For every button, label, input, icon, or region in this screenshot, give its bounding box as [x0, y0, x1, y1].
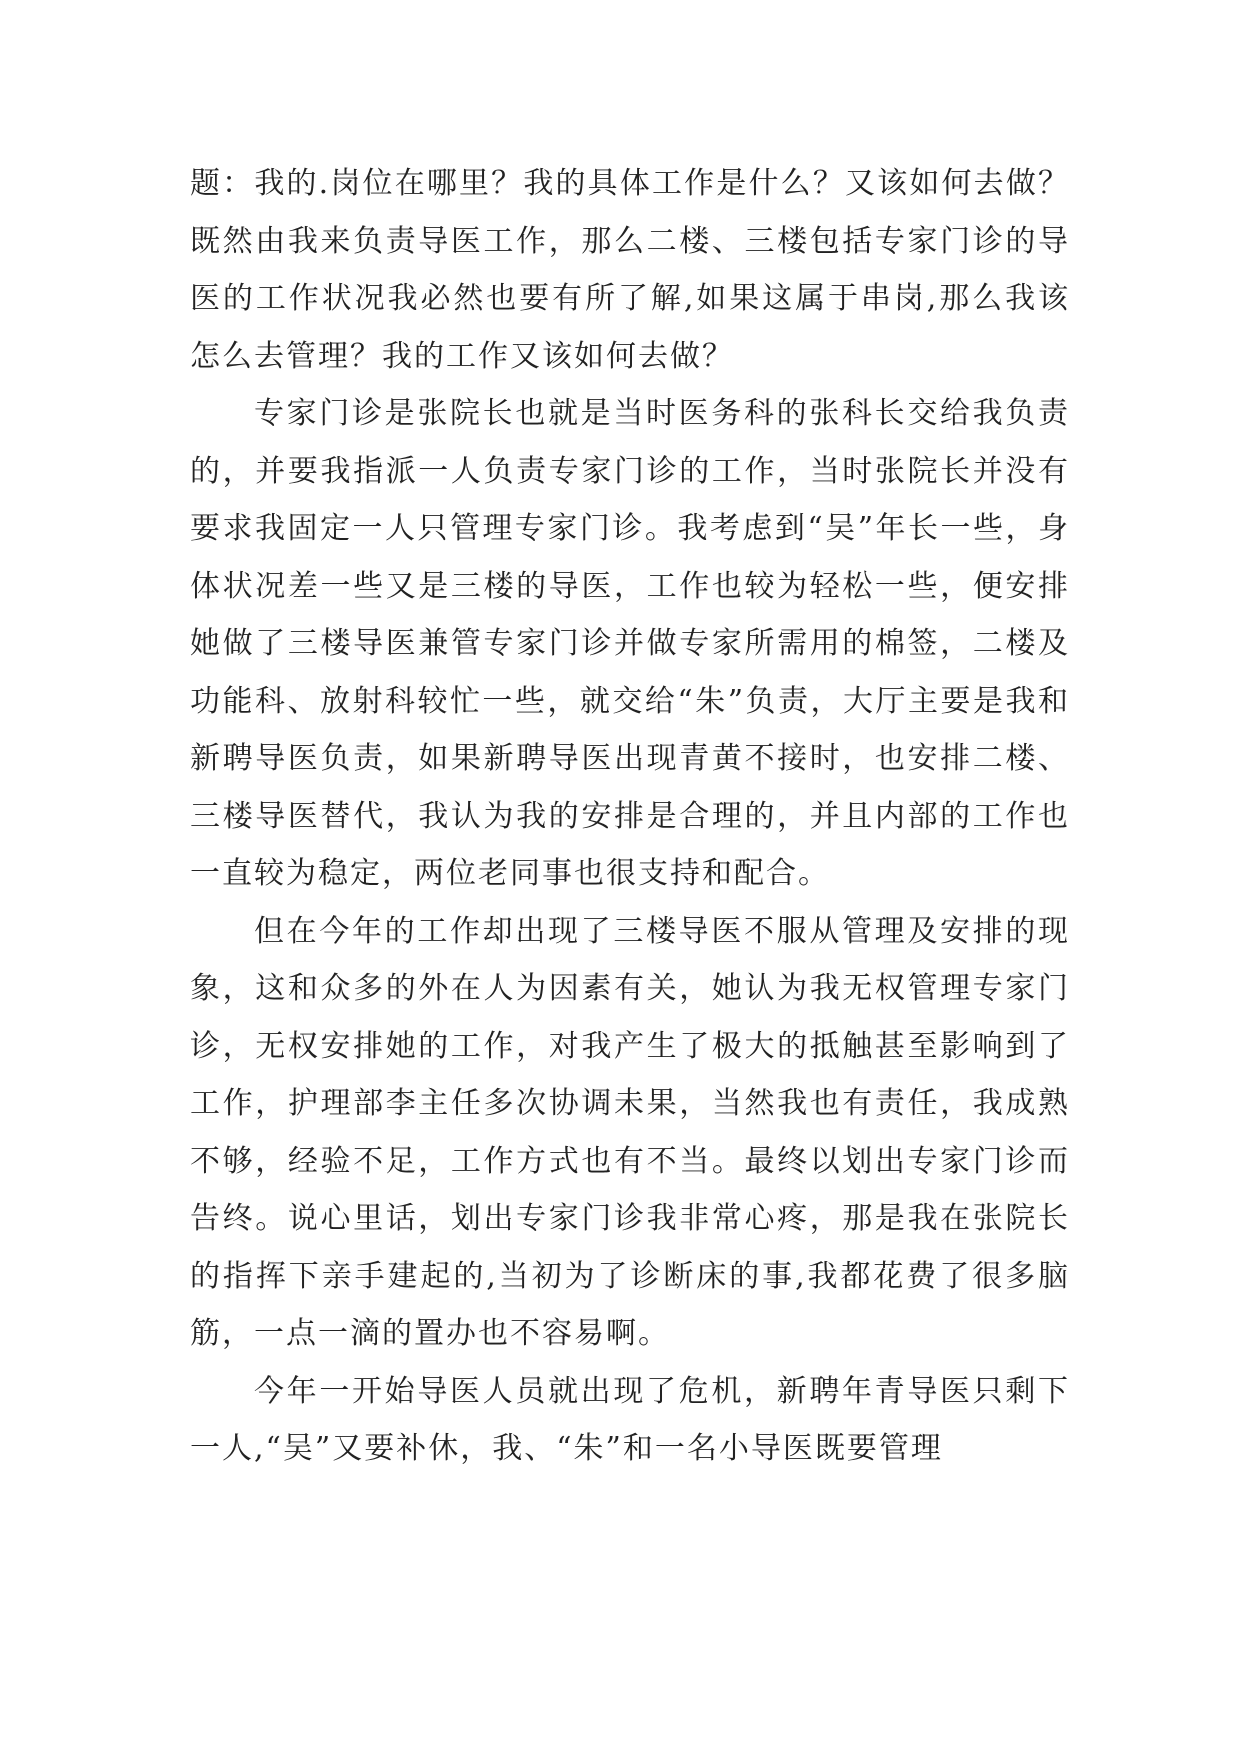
paragraph-1: 题：我的.岗位在哪里？我的具体工作是什么？又该如何去做？既然由我来负责导医工作，那么二楼、三楼包括专家门诊的导医的工作状况我必然也要有所了解,如果这属于串岗,那么我该怎么去管理？我的工作又该如何去做？	[190, 166, 1070, 374]
paragraph-3: 但在今年的工作却出现了三楼导医不服从管理及安排的现象，这和众多的外在人为因素有关，她认为我无权管理专家门诊，无权安排她的工作，对我产生了极大的抵触甚至影响到了工作，护理部李主任多次协调未果，当然我也有责任，我成熟不够，经验不足，工作方式也有不当。最终以划出专家门诊而告终。说心里话，划出专家门诊我非常心疼，那是我在张院长的指挥下亲手建起的,当初为了诊断床的事,我都花费了很多脑筋，一点一滴的置办也不容易啊。	[190, 913, 1070, 1351]
paragraph-4: 今年一开始导医人员就出现了危机，新聘年青导医只剩下一人,“吴”又要补休，我、“朱”和一名小导医既要管理	[190, 1373, 1070, 1466]
paragraph-2: 专家门诊是张院长也就是当时医务科的张科长交给我负责的，并要我指派一人负责专家门诊的工作，当时张院长并没有要求我固定一人只管理专家门诊。我考虑到“吴”年长一些，身体状况差一些又是三楼的导医，工作也较为轻松一些，便安排她做了三楼导医兼管专家门诊并做专家所需用的棉签，二楼及功能科、放射科较忙一些，就交给“朱”负责，大厅主要是我和新聘导医负责，如果新聘导医出现青黄不接时，也安排二楼、三楼导医替代，我认为我的安排是合理的，并且内部的工作也一直较为稳定，两位老同事也很支持和配合。	[190, 396, 1070, 891]
document-body	[190, 155, 1070, 1478]
